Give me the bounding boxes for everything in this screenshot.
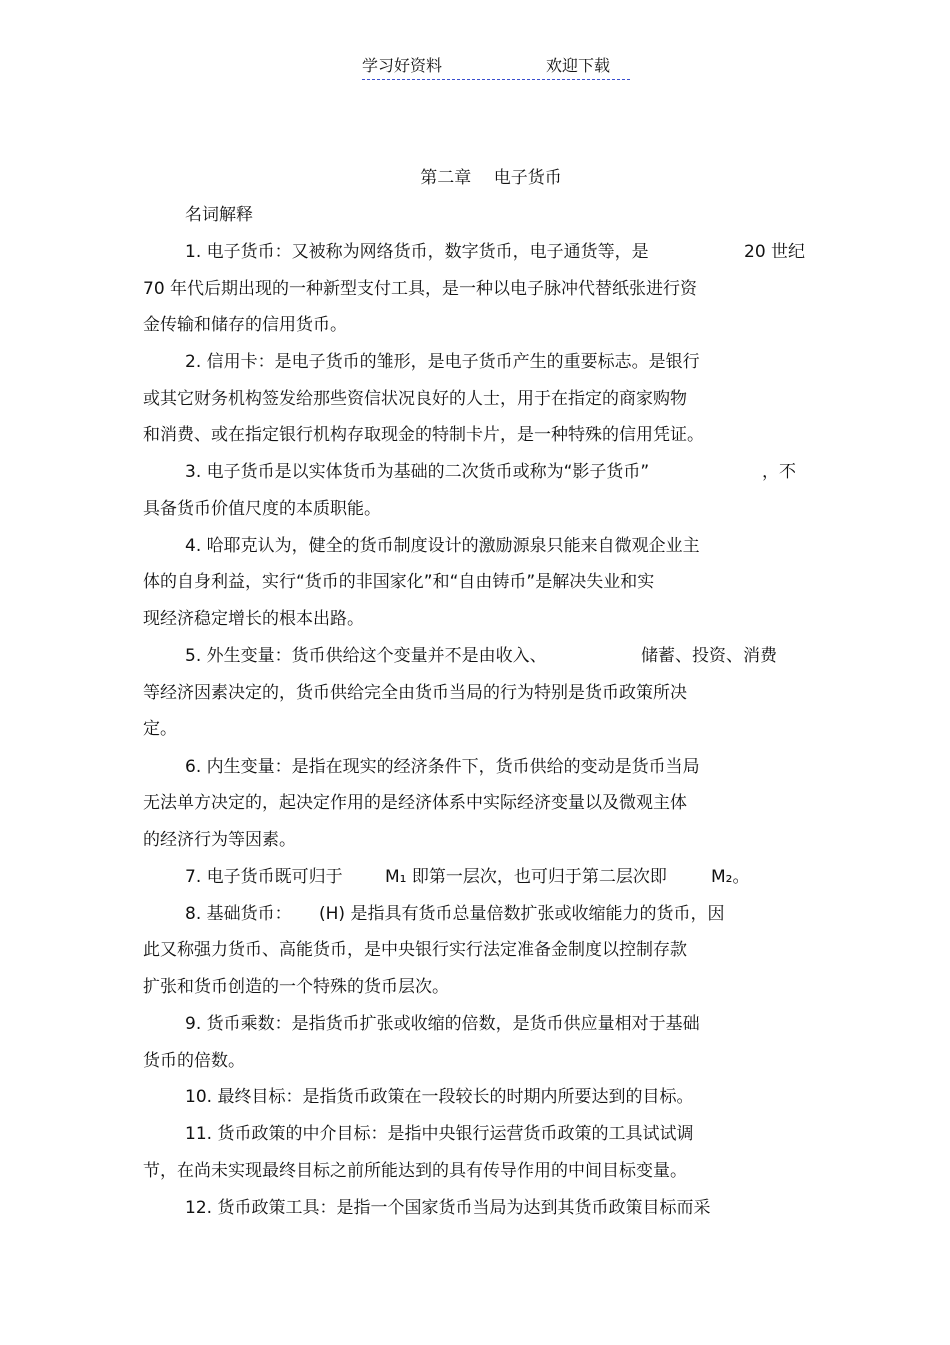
paragraph-line: 的经济行为等因素。 bbox=[143, 830, 296, 850]
paragraph-line: 储蓄、投资、消费 bbox=[641, 646, 777, 666]
paragraph-line: 1. 电子货币：又被称为网络货币，数字货币，电子通货等，是 bbox=[185, 242, 649, 262]
paragraph-line: 20 世纪 bbox=[744, 242, 806, 262]
section-heading: 名词解释 bbox=[185, 205, 253, 225]
paragraph-line: 10. 最终目标：是指货币政策在一段较长的时期内所要达到的目标。 bbox=[185, 1087, 694, 1107]
paragraph-line: 6. 内生变量：是指在现实的经济条件下，货币供给的变动是货币当局 bbox=[185, 757, 700, 777]
paragraph-line: 货币的倍数。 bbox=[143, 1051, 245, 1071]
paragraph-line: 节，在尚未实现最终目标之前所能达到的具有传导作用的中间目标变量。 bbox=[143, 1161, 687, 1181]
paragraph-line: 等经济因素决定的，货币供给完全由货币当局的行为特别是货币政策所决 bbox=[143, 683, 687, 703]
paragraph-line: 此又称强力货币、高能货币，是中央银行实行法定准备金制度以控制存款 bbox=[143, 940, 687, 960]
paragraph-line: 和消费、或在指定银行机构存取现金的特制卡片，是一种特殊的信用凭证。 bbox=[143, 425, 704, 445]
paragraph-line: 具备货币价值尺度的本质职能。 bbox=[143, 499, 381, 519]
paragraph-line: 扩张和货币创造的一个特殊的货币层次。 bbox=[143, 977, 449, 997]
paragraph-line: (H) 是指具有货币总量倍数扩张或收缩能力的货币，因 bbox=[319, 904, 725, 924]
paragraph-line: M₂。 bbox=[711, 867, 750, 887]
paragraph-line: 定。 bbox=[143, 719, 177, 739]
paragraph-line: 11. 货币政策的中介目标：是指中央银行运营货币政策的工具试试调 bbox=[185, 1124, 694, 1144]
paragraph-line: 70 年代后期出现的一种新型支付工具，是一种以电子脉冲代替纸张进行资 bbox=[143, 279, 698, 299]
paragraph-line: 或其它财务机构签发给那些资信状况良好的人士，用于在指定的商家购物 bbox=[143, 389, 687, 409]
chapter-title: 第二章 电子货币 bbox=[420, 168, 562, 188]
paragraph-line: 8. 基础货币： bbox=[185, 904, 292, 924]
paragraph-line: 12. 货币政策工具：是指一个国家货币当局为达到其货币政策目标而采 bbox=[185, 1198, 711, 1218]
paragraph-line: ，不 bbox=[762, 462, 796, 482]
header-left-text: 学习好资料 bbox=[362, 56, 443, 75]
paragraph-line: 3. 电子货币是以实体货币为基础的二次货币或称为“影子货币” bbox=[185, 462, 650, 482]
paragraph-line: 2. 信用卡：是电子货币的雏形，是电子货币产生的重要标志。是银行 bbox=[185, 352, 700, 372]
header-right-text: 欢迎下载 bbox=[546, 56, 611, 75]
paragraph-line: 体的自身利益，实行“货币的非国家化”和“自由铸币”是解决失业和实 bbox=[143, 572, 655, 592]
paragraph-line: 4. 哈耶克认为，健全的货币制度设计的激励源泉只能来自微观企业主 bbox=[185, 536, 700, 556]
paragraph-line: 现经济稳定增长的根本出路。 bbox=[143, 609, 364, 629]
paragraph-line: 金传输和储存的信用货币。 bbox=[143, 315, 347, 335]
paragraph-line: M₁ 即第一层次，也可归于第二层次即 bbox=[385, 867, 667, 887]
paragraph-line: 9. 货币乘数：是指货币扩张或收缩的倍数，是货币供应量相对于基础 bbox=[185, 1014, 700, 1034]
paragraph-line: 5. 外生变量：货币供给这个变量并不是由收入、 bbox=[185, 646, 547, 666]
paragraph-line: 7. 电子货币既可归于 bbox=[185, 867, 343, 887]
paragraph-line: 无法单方决定的，起决定作用的是经济体系中实际经济变量以及微观主体 bbox=[143, 793, 687, 813]
page-header bbox=[362, 53, 630, 80]
